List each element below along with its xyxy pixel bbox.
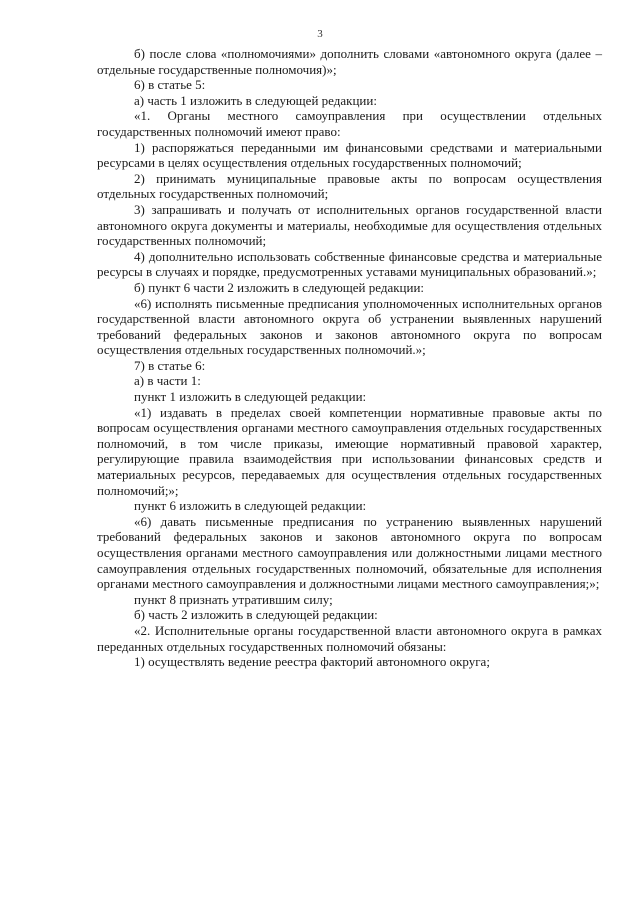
paragraph: «6) давать письменные предписания по устранению выявленных нарушений требований федеральных законов и законов автономного округа по вопросам осуществления органами местного самоуправления или должностными лицами местного самоуправления отдельных государственных полномочий, обязательные для исполнения органами местного самоуправления и должностными лицами местного самоуправления;»;: [97, 513, 602, 592]
paragraph: «2. Исполнительные органы государственной власти автономного округа в рамках переданных отдельных государственных полномочий обязаны:: [97, 622, 602, 654]
paragraph: б) пункт 6 части 2 изложить в следующей редакции:: [134, 279, 425, 295]
paragraph: «6) исполнять письменные предписания уполномоченных исполнительных органов государственной власти автономного округа об устранении выявленных нарушений требований федеральных законов и законов автономного округа по вопросам осуществления отдельных государственных полномочий.»;: [97, 295, 602, 358]
paragraph: 7) в статье 6:: [134, 357, 206, 373]
paragraph: б) часть 2 изложить в следующей редакции:: [134, 607, 378, 623]
document-body: [97, 46, 602, 670]
page-number: 3: [317, 28, 323, 40]
paragraph: а) часть 1 изложить в следующей редакции:: [134, 92, 377, 108]
paragraph: 3) запрашивать и получать от исполнительных органов государственной власти автономного округа документы и материалы, необходимые для осуществления отдельных государственных полномочий;: [97, 201, 602, 249]
paragraph: пункт 8 признать утратившим силу;: [134, 591, 333, 607]
paragraph: 1) осуществлять ведение реестра факторий автономного округа;: [134, 654, 490, 670]
paragraph: 1) распоряжаться переданными им финансовыми средствами и материальными ресурсами в целях осуществления отдельных государственных полномочий;: [97, 139, 602, 171]
paragraph: 2) принимать муниципальные правовые акты по вопросам осуществления отдельных государственных полномочий;: [97, 170, 602, 202]
paragraph: 4) дополнительно использовать собственные финансовые средства и материальные ресурсы в случаях и порядке, предусмотренных уставами муниципальных образований.»;: [97, 248, 602, 280]
paragraph: 6) в статье 5:: [134, 77, 206, 93]
paragraph: а) в части 1:: [134, 373, 201, 389]
paragraph: пункт 6 изложить в следующей редакции:: [134, 498, 367, 514]
paragraph: б) после слова «полномочиями» дополнить словами «автономного округа (далее – отдельные государственные полномочия)»;: [97, 46, 602, 77]
paragraph: «1) издавать в пределах своей компетенции нормативные правовые акты по вопросам осуществления органами местного самоуправления отдельных государственных полномочий, в том числе приказы, имеющие нормативный правовой характер, регулирующие правила взаимодействия при использовании финансовых средств и материальных ресурсов, передаваемых для осуществления отдельных государственных полномочий;»;: [97, 404, 602, 498]
paragraph: пункт 1 изложить в следующей редакции:: [134, 389, 367, 405]
paragraph: «1. Органы местного самоуправления при осуществлении отдельных государственных полномочий имеют право:: [97, 108, 602, 139]
